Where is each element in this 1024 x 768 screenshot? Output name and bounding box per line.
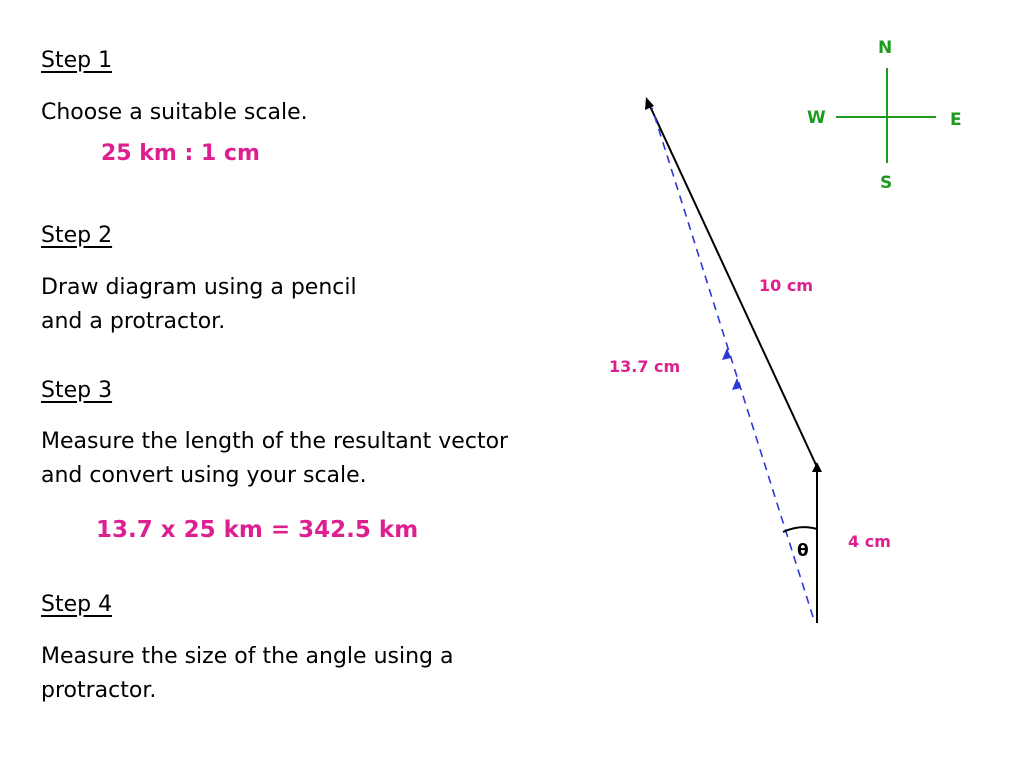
resultant-arrowhead-1 — [722, 348, 731, 360]
compass-south-label: S — [880, 173, 893, 193]
vector-4cm-label: 4 cm — [848, 532, 891, 551]
step-2-text-line-1: Draw diagram using a pencil — [41, 275, 357, 300]
step-3-heading: Step 3 — [41, 378, 113, 403]
compass-east-label: E — [950, 110, 962, 130]
compass-west-label: W — [807, 108, 826, 128]
step-2-heading: Step 2 — [41, 223, 113, 248]
resultant-label: 13.7 cm — [609, 357, 681, 376]
step-1-heading: Step 1 — [41, 48, 113, 73]
calculation-text: 13.7 x 25 km = 342.5 km — [96, 517, 419, 543]
step-4-text-line-1: Measure the size of the angle using a — [41, 644, 454, 669]
angle-theta-label: θ — [797, 541, 809, 561]
step-3-text-line-2: and convert using your scale. — [41, 463, 367, 488]
compass-cross — [836, 68, 936, 163]
step-3-text-line-1: Measure the length of the resultant vector — [41, 429, 509, 454]
step-4-heading: Step 4 — [41, 592, 113, 617]
step-1-text: Choose a suitable scale. — [41, 100, 308, 125]
compass-north-label: N — [878, 38, 893, 58]
scale-text: 25 km : 1 cm — [101, 141, 260, 166]
vector-10cm-label: 10 cm — [759, 276, 813, 295]
step-4-text-line-2: protractor. — [41, 678, 157, 703]
angle-arc — [783, 527, 817, 532]
step-2-text-line-2: and a protractor. — [41, 309, 226, 334]
